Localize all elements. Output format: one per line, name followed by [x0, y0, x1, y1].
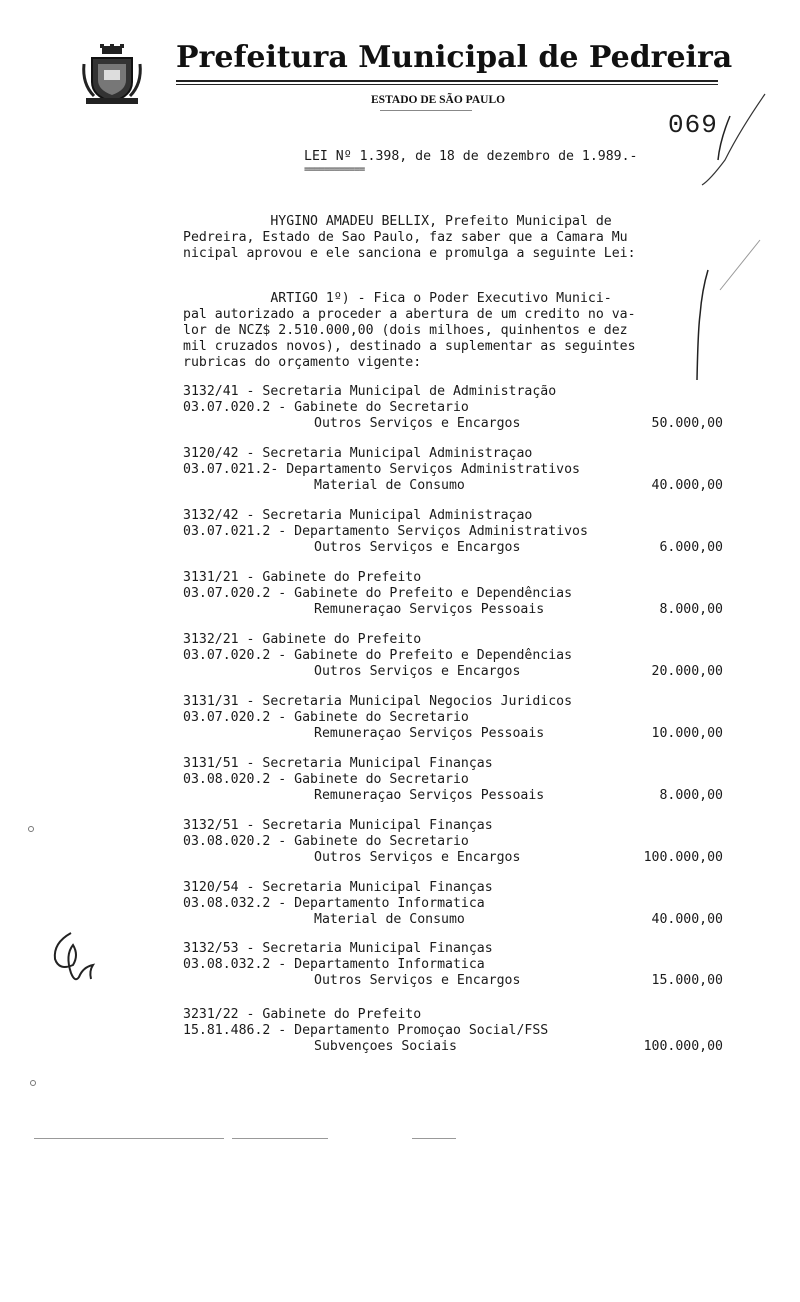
- margin-initials-icon: [45, 925, 100, 985]
- page-title: Prefeitura Municipal de Pedreira: [176, 40, 733, 75]
- article-1-paragraph: ARTIGO 1º) - Fica o Poder Executivo Munici- pal autorizado a proceder a abertura de um credito no va- lor de NCZ$ 2.510.000,00 (dois milhoes, quinhentos e dez mil cruzados novos), destinado a suplementar as seguintes rubricas do orçamento vigente:: [183, 291, 636, 370]
- entry-program: 03.08.032.2 - Departamento Informatica: [183, 895, 485, 911]
- entry-account: 3131/21 - Gabinete do Prefeito: [183, 570, 422, 585]
- budget-entry: [183, 1007, 723, 1054]
- entry-program: 03.07.020.2 - Gabinete do Secretario: [183, 709, 469, 725]
- budget-entry: [183, 632, 723, 679]
- entry-amount: 6.000,00: [659, 539, 723, 555]
- entry-amount: 40.000,00: [651, 477, 723, 493]
- entry-description: Outros Serviços e Encargos: [314, 539, 521, 555]
- entry-account: 3132/41 - Secretaria Municipal de Administração: [183, 384, 557, 399]
- header-rule: [176, 80, 718, 82]
- entry-description: Remuneraçao Serviços Pessoais: [314, 787, 545, 803]
- entry-account: 3120/42 - Secretaria Municipal Administraçao: [183, 446, 533, 461]
- entry-account: 3131/51 - Secretaria Municipal Finanças: [183, 756, 493, 771]
- entry-amount: 20.000,00: [651, 663, 723, 679]
- budget-entry: [183, 694, 723, 741]
- budget-entry: [183, 446, 723, 493]
- entry-account: 3120/54 - Secretaria Municipal Finanças: [183, 880, 493, 895]
- scan-speck: [28, 826, 34, 832]
- entry-description: Outros Serviços e Encargos: [314, 972, 521, 988]
- entry-program: 03.08.020.2 - Gabinete do Secretario: [183, 833, 469, 849]
- entry-amount: 100.000,00: [643, 1038, 723, 1054]
- budget-entry: [183, 941, 723, 988]
- page-number: 069: [668, 110, 718, 140]
- budget-entry: [183, 570, 723, 617]
- scan-speck: [30, 1080, 36, 1086]
- entry-program: 03.07.021.2 - Departamento Serviços Administrativos: [183, 523, 588, 539]
- law-heading-underline: ============: [304, 164, 365, 175]
- entry-description: Remuneraçao Serviços Pessoais: [314, 725, 545, 741]
- entry-description: Outros Serviços e Encargos: [314, 849, 521, 865]
- entry-description: Outros Serviços e Encargos: [314, 415, 521, 431]
- law-heading: LEI Nº 1.398, de 18 de dezembro de 1.989.-: [304, 149, 638, 164]
- entry-description: Subvençoes Sociais: [314, 1038, 457, 1054]
- entry-program: 15.81.486.2 - Departamento Promoçao Social/FSS: [183, 1022, 549, 1038]
- entry-program: 03.08.020.2 - Gabinete do Secretario: [183, 771, 469, 787]
- entry-account: 3131/31 - Secretaria Municipal Negocios Juridicos: [183, 694, 573, 709]
- entry-amount: 10.000,00: [651, 725, 723, 741]
- entry-amount: 40.000,00: [651, 911, 723, 927]
- entry-amount: 8.000,00: [659, 601, 723, 617]
- entry-account: 3132/51 - Secretaria Municipal Finanças: [183, 818, 493, 833]
- entry-program: 03.07.021.2- Departamento Serviços Administrativos: [183, 461, 580, 477]
- entry-account: 3132/21 - Gabinete do Prefeito: [183, 632, 422, 647]
- intro-paragraph: HYGINO AMADEU BELLIX, Prefeito Municipal de Pedreira, Estado de Sao Paulo, faz saber que a Camara Mu nicipal aprovou e ele sanciona e promulga a seguinte Lei:: [183, 214, 636, 261]
- entry-program: 03.07.020.2 - Gabinete do Secretario: [183, 399, 469, 415]
- entry-amount: 100.000,00: [643, 849, 723, 865]
- footer-rule: [412, 1138, 456, 1139]
- entry-description: Remuneraçao Serviços Pessoais: [314, 601, 545, 617]
- budget-entry: [183, 818, 723, 865]
- entry-account: 3231/22 - Gabinete do Prefeito: [183, 1007, 422, 1022]
- entry-description: Outros Serviços e Encargos: [314, 663, 521, 679]
- budget-entry: [183, 880, 723, 927]
- coat-of-arms-icon: [80, 44, 144, 106]
- header-rule-thin: [176, 84, 718, 85]
- entry-account: 3132/42 - Secretaria Municipal Administraçao: [183, 508, 533, 523]
- budget-entry: [183, 508, 723, 555]
- entry-description: Material de Consumo: [314, 911, 465, 927]
- entry-account: 3132/53 - Secretaria Municipal Finanças: [183, 941, 493, 956]
- entry-description: Material de Consumo: [314, 477, 465, 493]
- footer-rule: [232, 1138, 328, 1139]
- state-underline: [380, 110, 472, 111]
- state-label: ESTADO DE SÃO PAULO: [371, 94, 506, 106]
- entry-amount: 15.000,00: [651, 972, 723, 988]
- footer-rule: [34, 1138, 224, 1139]
- entry-program: 03.08.032.2 - Departamento Informatica: [183, 956, 485, 972]
- entry-program: 03.07.020.2 - Gabinete do Prefeito e Dependências: [183, 585, 573, 601]
- entry-amount: 50.000,00: [651, 415, 723, 431]
- budget-entry: [183, 384, 723, 431]
- budget-entry: [183, 756, 723, 803]
- entry-amount: 8.000,00: [659, 787, 723, 803]
- entry-program: 03.07.020.2 - Gabinete do Prefeito e Dependências: [183, 647, 573, 663]
